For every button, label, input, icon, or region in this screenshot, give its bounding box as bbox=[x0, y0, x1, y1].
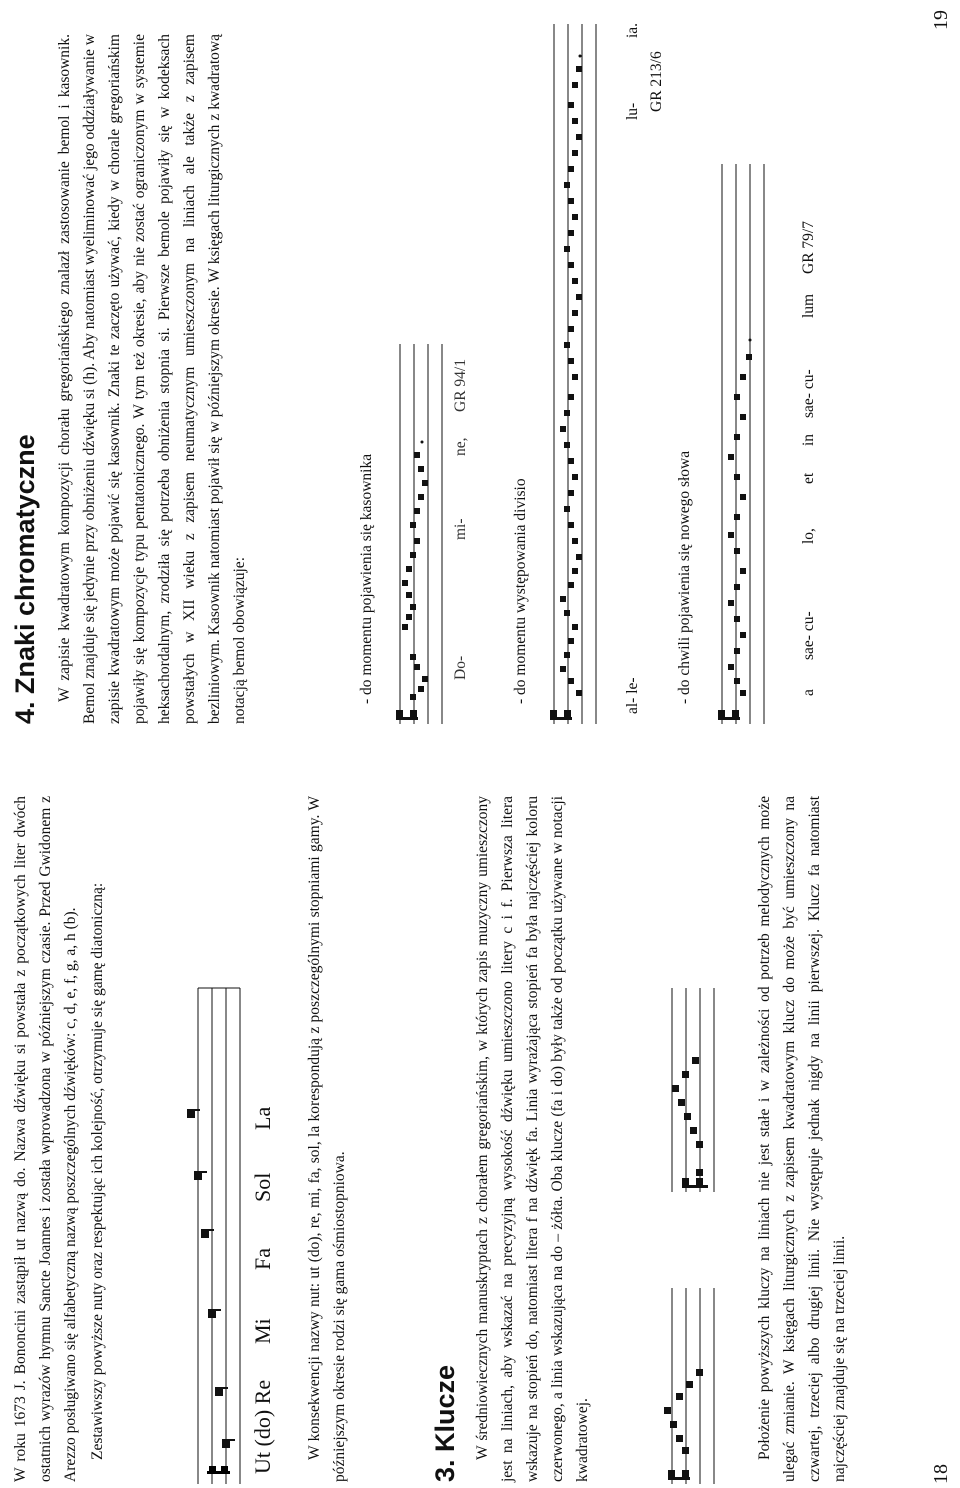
example1-lyric-ne: ne, bbox=[452, 437, 469, 456]
example1-source: GR 94/1 bbox=[452, 359, 469, 412]
chromatic-text: W zapisie kwadratowym kompozycji chorału gregoriańskiego znalazł zastosowanie bemol i kasownik. Bemol znajduje się jedynie przy obniżeniu dźwięku si (h). Aby natomiast wyeliminować jego oddziaływanie w zapisie kwadratowym może pojawić się kasownik. Znaki te zaczęto używać, kiedy w chorale gregoriańskim pojawiły się kompozycje typu pentatonicznego. W tym też okresie, aby nie zostać ograniczonym w systemie heksachordalnym, zrodziła się potrzeba obniżenia stopnia si. Pierwsze bemole pojawiły się w kodeksach powstałych w XII wieku z zapisem neumatycznym umieszczonym na liniach ale także z zapisem bezliniowym. Kasownik natomiast pojawił się w późniejszym okresie. W księgach liturgicznych z kwadratową notacją bemol obowiązuje: bbox=[56, 34, 248, 724]
example3-caption: - do chwili pojawienia się nowego słowa bbox=[676, 450, 693, 704]
solmization-text: W konsekwencji nazwy nut: ut (do), re, mi, fa, sol, la korespondują z poszczególnymi stopniami gamy. W późniejszym okresie rodzi się gama ośmiostopniowa. bbox=[306, 796, 348, 1482]
clefs-paragraph bbox=[470, 796, 595, 1482]
example2-lyric-alle: al- le- bbox=[624, 677, 641, 714]
example3-lyric-et: et bbox=[800, 472, 817, 484]
example2-source: GR 213/6 bbox=[648, 51, 665, 112]
scale-label-sol: Sol bbox=[250, 1172, 275, 1202]
scale-label-la: La bbox=[250, 1106, 275, 1130]
example2-caption bbox=[512, 478, 530, 704]
scale-notes bbox=[187, 1109, 235, 1448]
page-number-18: 18 bbox=[930, 1464, 952, 1484]
page-18 bbox=[0, 744, 960, 1488]
example3-lyric-lum: lum bbox=[800, 293, 817, 318]
example3-lyric-saecu: sae- cu- bbox=[800, 611, 817, 660]
clef-position-text: Położenie powyższych kluczy na liniach nie jest stałe i w zależności od potrzeb melodycznych może ulegać zmianie. W księgach liturgicznych z zapisem kwadratowym klucz do może być umieszczony na czwartej, trzeciej albo drugiej linii. Nie występuje jednak nigdy na linii pierwszej. Klucz fa natomiast najczęściej znajduje się na trzeciej linii. bbox=[756, 796, 848, 1482]
scale-label-mi: Mi bbox=[250, 1318, 275, 1344]
clef-position-paragraph bbox=[752, 796, 852, 1482]
scale-label-ut-re: Ut (do) Re bbox=[250, 1379, 275, 1474]
do-clef-icon bbox=[668, 1470, 690, 1480]
example3-lyric-a: a bbox=[800, 689, 817, 696]
example1-caption: - do momentu pojawienia się kasownika bbox=[358, 453, 375, 704]
section-heading-klucze: 3. Klucze bbox=[430, 1364, 460, 1482]
example3-source: GR 79/7 bbox=[800, 221, 817, 274]
page-number-19: 19 bbox=[930, 10, 952, 30]
intro-text: W roku 1673 J. Bononcini zastąpił ut nazwą do. Nazwa dźwięku si powstała z początkowych liter dwóch ostatnich wyrazów hymnu Sancte Joannes i została wprowadzona w późniejszym czasie. Przed Gwidonem z Arezzo posługiwano się alfabetyczną nazwą poszczególnych dźwięków: c, d, e, f, g, a, h (b). bbox=[12, 796, 79, 1482]
example1-lyric-mi: mi- bbox=[452, 518, 469, 540]
scale-label-fa: Fa bbox=[250, 1248, 275, 1270]
c-clef-icon bbox=[718, 710, 740, 720]
solmization-paragraph bbox=[302, 796, 352, 1482]
section-heading-znaki-chromatyczne: 4. Znaki chromatyczne bbox=[10, 434, 40, 724]
example3-lyric-lo: lo, bbox=[800, 528, 817, 544]
example1-lyric-do: Do- bbox=[452, 655, 469, 680]
c-clef-icon bbox=[207, 1466, 230, 1474]
scale-intro-text: Zestawiwszy powyższe nuty oraz respektując ich kolejność, otrzymuje się gamę diatoniczną: bbox=[89, 882, 106, 1460]
example3-lyric-in: in bbox=[800, 433, 817, 446]
example2-staff bbox=[546, 24, 616, 724]
example3-staff bbox=[712, 24, 792, 724]
example2-lyric-lu: lu- bbox=[624, 102, 641, 120]
chromatic-paragraph bbox=[52, 34, 252, 724]
example2-lyric-ia: ia. bbox=[624, 22, 641, 38]
intro-paragraph bbox=[8, 796, 110, 1482]
c-clef-icon bbox=[550, 710, 572, 720]
example2-caption-text: - do momentu występowania divisio bbox=[512, 478, 529, 704]
clef-examples bbox=[658, 768, 738, 1488]
c-clef-icon bbox=[396, 710, 418, 720]
clefs-text: W średniowiecznych manuskryptach z chorałem gregoriańskim, w których zapis muzyczny umieszczony jest na liniach, aby wskazać na precyzyjną wysokość dźwięku umieszczono litery c i f. Pierwsza litera wskazuje na stopień do, natomiast litera f na dźwięk fa. Linia wyrażająca stopień fa była najczęściej koloru czerwonego, a linia wskazująca na do – żółta. Oba klucze (fa i do) były także od początku używane w notacji kwadratowej. bbox=[474, 796, 591, 1482]
example3-lyric-saecu-2: sae- cu- bbox=[800, 369, 817, 418]
